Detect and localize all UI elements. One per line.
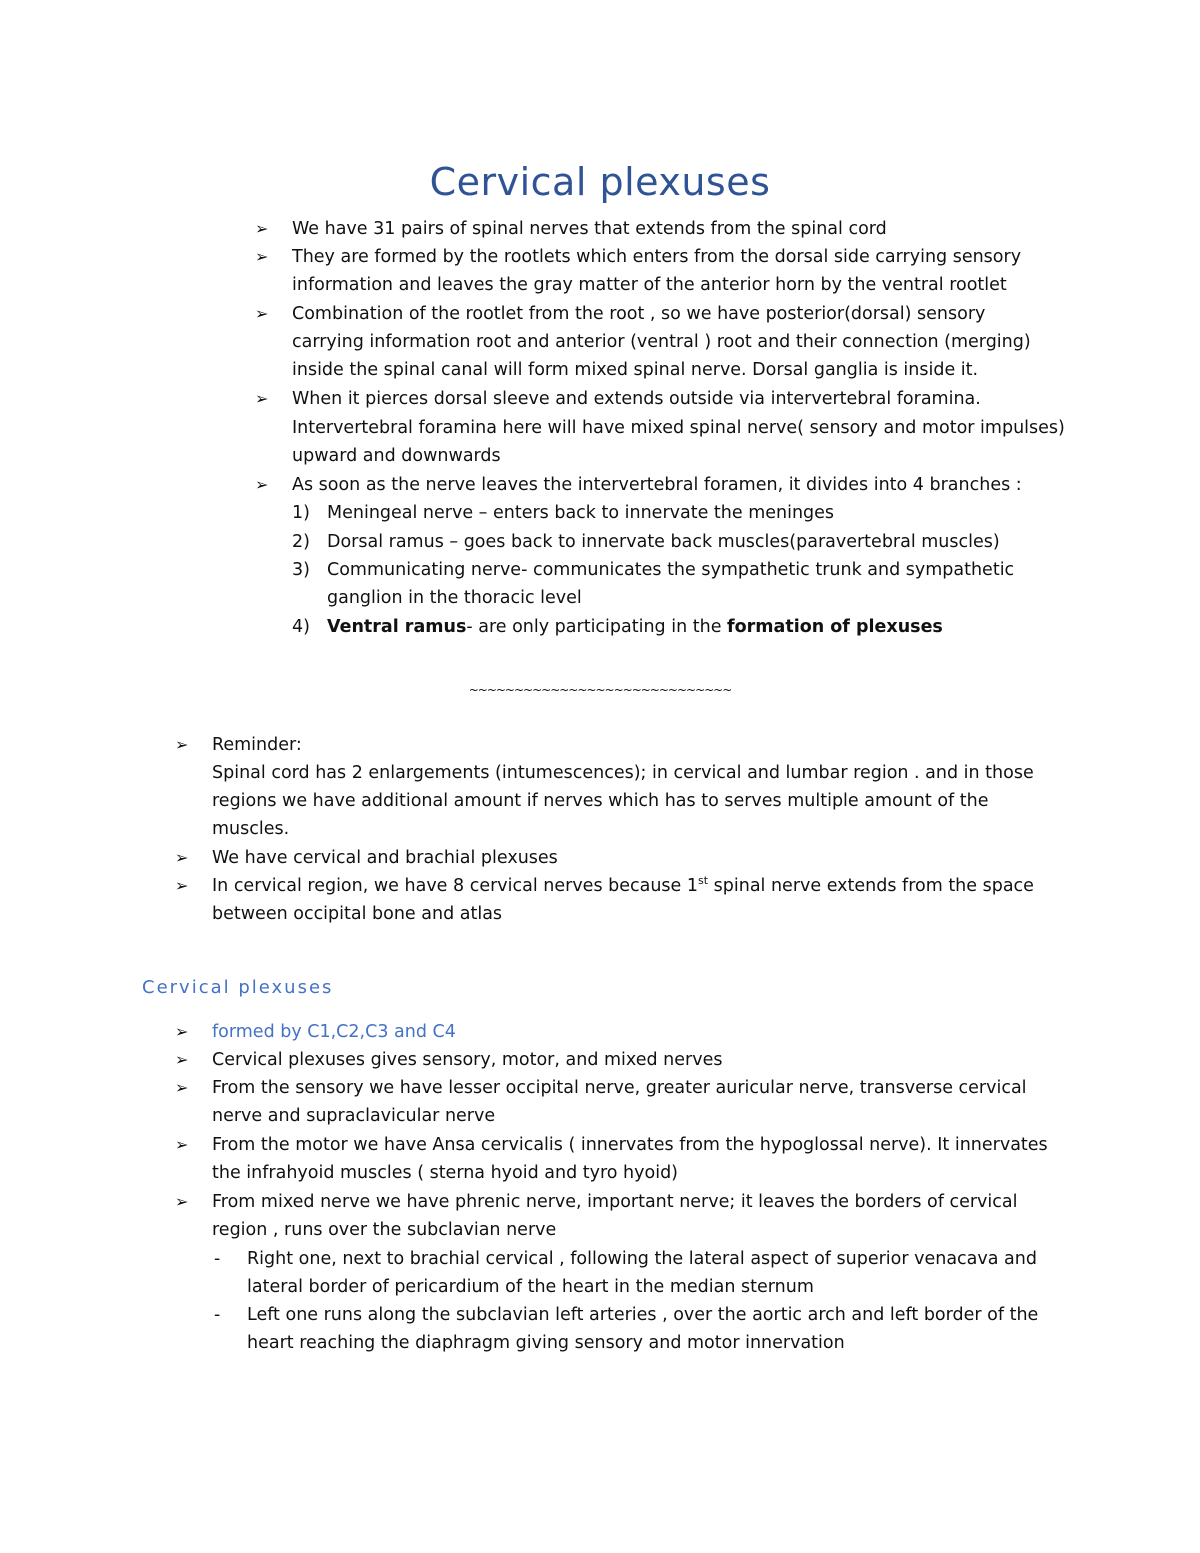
bold-term: Ventral ramus <box>327 617 467 637</box>
bullet-text: As soon as the nerve leaves the intervertebral foramen, it divides into 4 branches : <box>292 475 1022 495</box>
bullet-arrow-icon: ➢ <box>175 876 189 895</box>
bullet-text-continued: muscles. <box>212 819 290 839</box>
bullet-text-continued: carrying information root and anterior (ventral ) root and their connection (merging) <box>292 332 1031 352</box>
bullet-text: They are formed by the rootlets which enters from the dorsal side carrying sensory <box>292 247 1022 267</box>
dash-item-text-continued: heart reaching the diaphragm giving sensory and motor innervation <box>247 1333 845 1353</box>
bullet-arrow-icon: ➢ <box>175 1135 189 1154</box>
numbered-item-text: Meningeal nerve – enters back to innervate the meninges <box>327 503 835 523</box>
bullet-text-continued: Intervertebral foramina here will have mixed spinal nerve( sensory and motor impulses) <box>292 418 1065 438</box>
bullet-arrow-icon: ➢ <box>175 1022 189 1041</box>
dash-item-text: Left one runs along the subclavian left arteries , over the aortic arch and left border of the <box>247 1305 1039 1325</box>
bullet-text-continued: nerve and supraclavicular nerve <box>212 1106 496 1126</box>
bullet-text-continued: between occipital bone and atlas <box>212 904 503 924</box>
dash-item-text: Right one, next to brachial cervical , following the lateral aspect of superior venacava and <box>247 1249 1037 1269</box>
numbered-item-text <box>327 613 943 641</box>
section-heading: Cervical plexuses <box>142 977 334 998</box>
separator-line: ~~~~~~~~~~~~~~~~~~~~~~~~~~~~~ <box>468 683 732 697</box>
list-number: 2) <box>292 532 310 552</box>
bullet-text: Combination of the rootlet from the root , so we have posterior(dorsal) sensory <box>292 304 986 324</box>
bullet-text: From the sensory we have lesser occipital nerve, greater auricular nerve, transverse cervical <box>212 1078 1027 1098</box>
numbered-item-text-continued: ganglion in the thoracic level <box>327 588 582 608</box>
bullet-text: From mixed nerve we have phrenic nerve, important nerve; it leaves the borders of cervical <box>212 1192 1018 1212</box>
bullet-text-continued: the infrahyoid muscles ( sterna hyoid and tyro hyoid) <box>212 1163 679 1183</box>
bullet-text-continued: inside the spinal canal will form mixed spinal nerve. Dorsal ganglia is inside it. <box>292 360 979 380</box>
bullet-arrow-icon: ➢ <box>255 219 269 238</box>
page-title: Cervical plexuses <box>429 160 771 204</box>
bullet-arrow-icon: ➢ <box>255 475 269 494</box>
bullet-text: From the motor we have Ansa cervicalis ( innervates from the hypoglossal nerve). It innervates <box>212 1135 1048 1155</box>
bullet-arrow-icon: ➢ <box>255 304 269 323</box>
bullet-arrow-icon: ➢ <box>175 1050 189 1069</box>
bullet-text-continued: Spinal cord has 2 enlargements (intumescences); in cervical and lumbar region . and in those <box>212 763 1034 783</box>
plain-text: spinal nerve extends from the space <box>708 876 1034 896</box>
bullet-text: Cervical plexuses gives sensory, motor, and mixed nerves <box>212 1050 723 1070</box>
bullet-text: Reminder: <box>212 735 302 755</box>
dash-item-text-continued: lateral border of pericardium of the heart in the median sternum <box>247 1277 814 1297</box>
bullet-text: We have 31 pairs of spinal nerves that extends from the spinal cord <box>292 219 887 239</box>
bullet-text-continued: region , runs over the subclavian nerve <box>212 1220 557 1240</box>
bullet-arrow-icon: ➢ <box>175 1192 189 1211</box>
bullet-arrow-icon: ➢ <box>255 389 269 408</box>
bullet-text <box>212 872 1034 900</box>
dash-bullet: - <box>214 1305 221 1325</box>
bullet-text: When it pierces dorsal sleeve and extends outside via intervertebral foramina. <box>292 389 981 409</box>
superscript: st <box>698 874 709 888</box>
bullet-text: formed by C1,C2,C3 and C4 <box>212 1022 456 1042</box>
bullet-text: We have cervical and brachial plexuses <box>212 848 558 868</box>
bullet-arrow-icon: ➢ <box>255 247 269 266</box>
bullet-text-continued: regions we have additional amount if nerves which has to serves multiple amount of the <box>212 791 989 811</box>
list-number: 3) <box>292 560 310 580</box>
numbered-item-text: Dorsal ramus – goes back to innervate back muscles(paravertebral muscles) <box>327 532 1000 552</box>
bullet-text-continued: information and leaves the gray matter of the anterior horn by the ventral rootlet <box>292 275 1007 295</box>
plain-text: - are only participating in the <box>466 617 728 637</box>
numbered-item-text: Communicating nerve- communicates the sympathetic trunk and sympathetic <box>327 560 1015 580</box>
list-number: 1) <box>292 503 310 523</box>
dash-bullet: - <box>214 1249 221 1269</box>
bullet-arrow-icon: ➢ <box>175 1078 189 1097</box>
bullet-arrow-icon: ➢ <box>175 735 189 754</box>
bullet-arrow-icon: ➢ <box>175 848 189 867</box>
list-number: 4) <box>292 617 310 637</box>
bullet-text-continued: upward and downwards <box>292 446 501 466</box>
bold-term: formation of plexuses <box>727 617 943 637</box>
plain-text: In cervical region, we have 8 cervical nerves because 1 <box>212 876 699 896</box>
